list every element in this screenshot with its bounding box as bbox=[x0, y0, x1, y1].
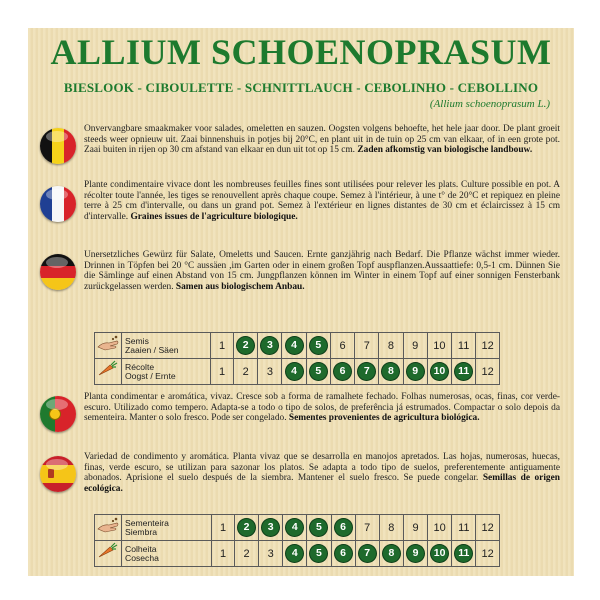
month-cell: 11 bbox=[452, 515, 476, 541]
month-cell: 9 bbox=[403, 333, 427, 359]
active-month-badge: 5 bbox=[310, 519, 327, 536]
month-cell: 2 bbox=[234, 359, 258, 385]
active-month-badge: 7 bbox=[358, 363, 375, 380]
month-cell bbox=[428, 541, 452, 567]
calendar-row-sowing bbox=[95, 515, 500, 541]
active-month-badge: 4 bbox=[286, 519, 303, 536]
month-cell: 8 bbox=[379, 333, 403, 359]
section-bold: Semillas de origen ecológica. bbox=[84, 473, 560, 494]
month-cell: 12 bbox=[476, 359, 500, 385]
month-cell: 7 bbox=[355, 515, 379, 541]
spain-flag-icon bbox=[40, 456, 76, 492]
seed-packet-back bbox=[28, 28, 574, 576]
common-names: BIESLOOK - CIBOULETTE - SCHNITTLAUCH - CEBOLINHO - CEBOLLINO bbox=[63, 80, 539, 95]
month-cell bbox=[403, 359, 427, 385]
calendar-row-label: Sementeira Siembra bbox=[122, 515, 212, 541]
month-cell: 12 bbox=[476, 541, 500, 567]
active-month-badge: 7 bbox=[359, 545, 376, 562]
section-bold: Graines issues de l'agriculture biologique. bbox=[130, 211, 298, 222]
sowing-hand-icon bbox=[95, 515, 122, 541]
sowing-calendar-2 bbox=[94, 514, 500, 567]
month-cell: 10 bbox=[428, 515, 452, 541]
active-month-badge: 10 bbox=[431, 363, 448, 380]
active-month-badge: 10 bbox=[431, 545, 448, 562]
month-cell bbox=[307, 541, 331, 567]
active-month-badge: 3 bbox=[262, 519, 279, 536]
calendar-row-label: Semis Zaaien / Säen bbox=[122, 333, 211, 359]
sowing-hand-icon bbox=[95, 333, 122, 359]
sowing-calendar-1 bbox=[94, 332, 500, 385]
active-month-badge: 9 bbox=[407, 363, 424, 380]
month-cell bbox=[234, 333, 258, 359]
month-cell: 8 bbox=[379, 515, 403, 541]
month-cell bbox=[330, 359, 354, 385]
month-cell: 9 bbox=[403, 515, 427, 541]
month-cell: 6 bbox=[330, 333, 354, 359]
active-month-badge: 6 bbox=[334, 363, 351, 380]
month-cell bbox=[234, 515, 258, 541]
active-month-badge: 2 bbox=[238, 519, 255, 536]
month-cell: 12 bbox=[476, 515, 500, 541]
month-cell bbox=[307, 515, 331, 541]
active-month-badge: 9 bbox=[407, 545, 424, 562]
month-cell bbox=[258, 333, 282, 359]
germany-flag-icon bbox=[40, 254, 76, 290]
month-cell bbox=[452, 359, 476, 385]
month-cell bbox=[355, 359, 379, 385]
section-text: Onvervangbare smaakmaker voor salades, omeletten en sauzen. Oogsten volgens behoefte, het hele jaar door. De plant groeit steeds weer opnieuw uit. Zaai binnenshuis in potjes bij 20°C, en plant uit in de tuin op 25 cm van elkaar, of in een grote pot. Zaai buiten in rijen op 30 cm afstand van elkaar en dun uit tot op 15 cm. bbox=[84, 124, 560, 156]
month-cell bbox=[259, 515, 283, 541]
month-cell bbox=[403, 541, 427, 567]
month-cell bbox=[331, 541, 355, 567]
month-cell bbox=[452, 541, 476, 567]
latin-name: (Allium schoenoprasum L.) bbox=[429, 98, 550, 110]
section-portuguese bbox=[84, 392, 560, 424]
calendar-row-label: Récolte Oogst / Ernte bbox=[122, 359, 211, 385]
month-cell: 2 bbox=[234, 541, 258, 567]
month-cell bbox=[282, 359, 306, 385]
month-cell bbox=[331, 515, 355, 541]
month-cell bbox=[306, 359, 330, 385]
active-month-badge: 8 bbox=[383, 545, 400, 562]
active-month-badge: 4 bbox=[286, 337, 303, 354]
carrot-harvest-icon bbox=[95, 359, 122, 385]
month-cell bbox=[427, 359, 451, 385]
month-cell: 10 bbox=[427, 333, 451, 359]
month-cell bbox=[379, 359, 403, 385]
active-month-badge: 4 bbox=[286, 363, 303, 380]
active-month-badge: 11 bbox=[455, 545, 472, 562]
month-cell: 1 bbox=[212, 515, 235, 541]
active-month-badge: 5 bbox=[310, 363, 327, 380]
section-french bbox=[84, 180, 560, 222]
active-month-badge: 11 bbox=[455, 363, 472, 380]
calendar-row-sowing bbox=[95, 333, 500, 359]
calendar-row-harvest bbox=[95, 541, 500, 567]
portugal-flag-icon bbox=[40, 396, 76, 432]
month-cell: 12 bbox=[476, 333, 500, 359]
month-cell bbox=[306, 333, 330, 359]
active-month-badge: 2 bbox=[237, 337, 254, 354]
belgium-flag-icon bbox=[40, 128, 76, 164]
month-cell bbox=[282, 333, 306, 359]
calendar-row-label: Colheita Cosecha bbox=[122, 541, 212, 567]
month-cell: 11 bbox=[452, 333, 476, 359]
section-text: Unersetzliches Gewürz für Salate, Omeletts und Saucen. Ernte ganzjährig nach Bedarf. Die Pflanze wächst immer wieder. Drinnen in Töpfen bei 20 °C aussäen ,im Garten oder in einem großen Topf auspflanzen.Aussaattiefe: 0,5-1 cm. Dünnen Sie die Sämlinge auf einen Abstand von 15 cm. Jungpflanzen können im Winter in einem Topf auf einer sonnigen Fensterbank zurückgelassen werden. bbox=[84, 250, 560, 292]
carrot-harvest-icon bbox=[95, 541, 122, 567]
france-flag-icon bbox=[40, 186, 76, 222]
section-spanish bbox=[84, 452, 560, 494]
active-month-badge: 3 bbox=[261, 337, 278, 354]
section-dutch bbox=[84, 124, 560, 156]
page-title: ALLIUM SCHOENOPRASUM bbox=[50, 32, 552, 72]
calendar-row-harvest bbox=[95, 359, 500, 385]
section-text: Variedad de condimento y aromática. Planta vivaz que se desarrolla en manojos apretados. Las hojas, numerosas, huecas, finas, verde escuro, se utilizan para sazonar los platos. Se adapta a todo tipo de suelos, preferentemente antiguamente abonados. Aprisione el suelo después de la siembra. Mantener el suelo fresco. Se puede congelar. bbox=[84, 452, 560, 484]
month-cell: 1 bbox=[211, 333, 234, 359]
section-text: Planta condimentar e aromática, vivaz. Cresce sob a forma de ramalhete fechado. Folhas numerosas, ocas, finas, cor verde-escuro. Utilizado como tempero. Adapta-se a todo o tipo de solos, de preferência já estrumados. Compactar o solo depois da sementeira. Manter o solo fresco. Pode ser congelado. bbox=[84, 392, 560, 424]
month-cell: 1 bbox=[212, 541, 235, 567]
month-cell: 3 bbox=[259, 541, 283, 567]
active-month-badge: 5 bbox=[310, 337, 327, 354]
active-month-badge: 5 bbox=[310, 545, 327, 562]
section-bold: Samen aus biologischem Anbau. bbox=[175, 281, 305, 292]
month-cell bbox=[283, 541, 307, 567]
month-cell bbox=[355, 541, 379, 567]
active-month-badge: 6 bbox=[335, 545, 352, 562]
active-month-badge: 4 bbox=[286, 545, 303, 562]
section-bold: Sementes provenientes de agricultura biológica. bbox=[288, 413, 480, 424]
month-cell: 3 bbox=[258, 359, 282, 385]
month-cell: 7 bbox=[355, 333, 379, 359]
month-cell bbox=[283, 515, 307, 541]
month-cell: 1 bbox=[211, 359, 234, 385]
active-month-badge: 6 bbox=[335, 519, 352, 536]
section-bold: Zaden afkomstig van biologische landbouw. bbox=[357, 145, 533, 156]
section-text: Plante condimentaire vivace dont les nombreuses feuilles fines sont utilisées pour relever les plats. Culture possible en pot. A récolter toute l'année, les tiges se renouvellent après chaque coupe. Semez à l'intérieur, à une t° de 20°C et repiquez en pleine terre à 25 cm d'intervalle, ou dans un grand pot. Semez à l'extérieur en lignes distantes de 30 cm et éclaircissez à 15 cm d'intervalle. bbox=[84, 180, 560, 222]
active-month-badge: 8 bbox=[382, 363, 399, 380]
month-cell bbox=[379, 541, 403, 567]
section-german bbox=[84, 250, 560, 292]
